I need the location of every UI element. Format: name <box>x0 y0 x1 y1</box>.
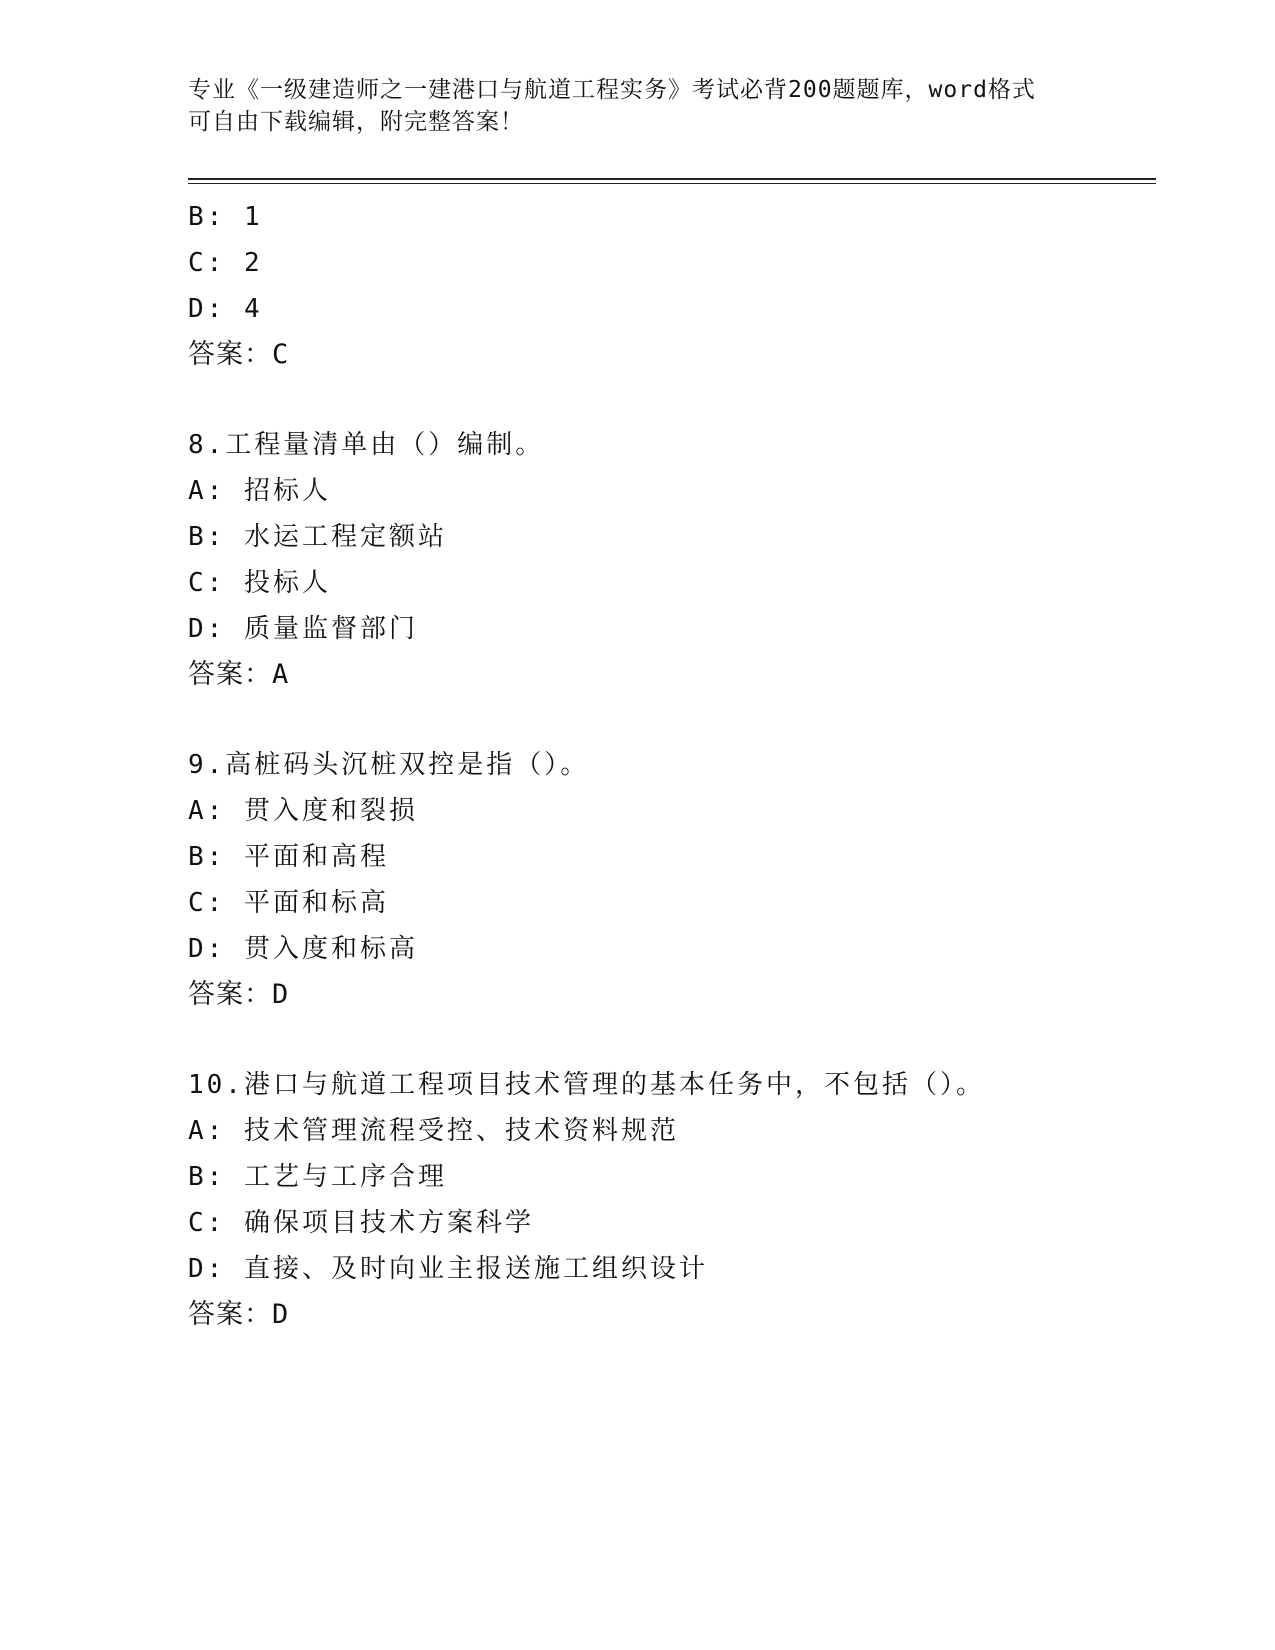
option-c: C: 确保项目技术方案科学 <box>188 1208 534 1238</box>
question-block-9 <box>188 742 1148 1018</box>
question-stem: 8.工程量清单由（）编制。 <box>188 430 545 460</box>
header-line-1: 专业《一级建造师之一建港口与航道工程实务》考试必背200题题库，word格式 <box>188 77 1036 103</box>
answer-line: 答案：D <box>188 979 290 1010</box>
option-a: A: 贯入度和裂损 <box>188 796 418 826</box>
header-divider-bottom <box>188 183 1156 184</box>
option-c: C: 平面和标高 <box>188 888 389 918</box>
option-b: B: 工艺与工序合理 <box>188 1162 447 1192</box>
header-line-2: 可自由下载编辑，附完整答案！ <box>188 109 524 135</box>
option-a: A: 技术管理流程受控、技术资料规范 <box>188 1116 679 1146</box>
header-divider-top <box>188 178 1156 180</box>
question-stem: 9.高桩码头沉桩双控是指（）。 <box>188 750 590 780</box>
option-d: D: 质量监督部门 <box>188 614 418 644</box>
question-block-8 <box>188 422 1148 698</box>
question-list <box>188 194 1148 1338</box>
option-d: D: 4 <box>188 294 263 324</box>
answer-line: 答案：A <box>188 659 290 690</box>
option-a: A: 招标人 <box>188 476 331 506</box>
option-c: C: 2 <box>188 248 263 278</box>
question-stem: 10.港口与航道工程项目技术管理的基本任务中，不包括（）。 <box>188 1070 985 1100</box>
question-block-10 <box>188 1062 1148 1338</box>
answer-line: 答案：C <box>188 339 290 370</box>
option-b: B: 平面和高程 <box>188 842 389 872</box>
option-d: D: 贯入度和标高 <box>188 934 418 964</box>
option-c: C: 投标人 <box>188 568 331 598</box>
document-header <box>188 74 1088 138</box>
question-block-7 <box>188 194 1148 378</box>
option-b: B: 1 <box>188 202 263 232</box>
option-d: D: 直接、及时向业主报送施工组织设计 <box>188 1254 708 1284</box>
option-b: B: 水运工程定额站 <box>188 522 447 552</box>
answer-line: 答案：D <box>188 1299 290 1330</box>
